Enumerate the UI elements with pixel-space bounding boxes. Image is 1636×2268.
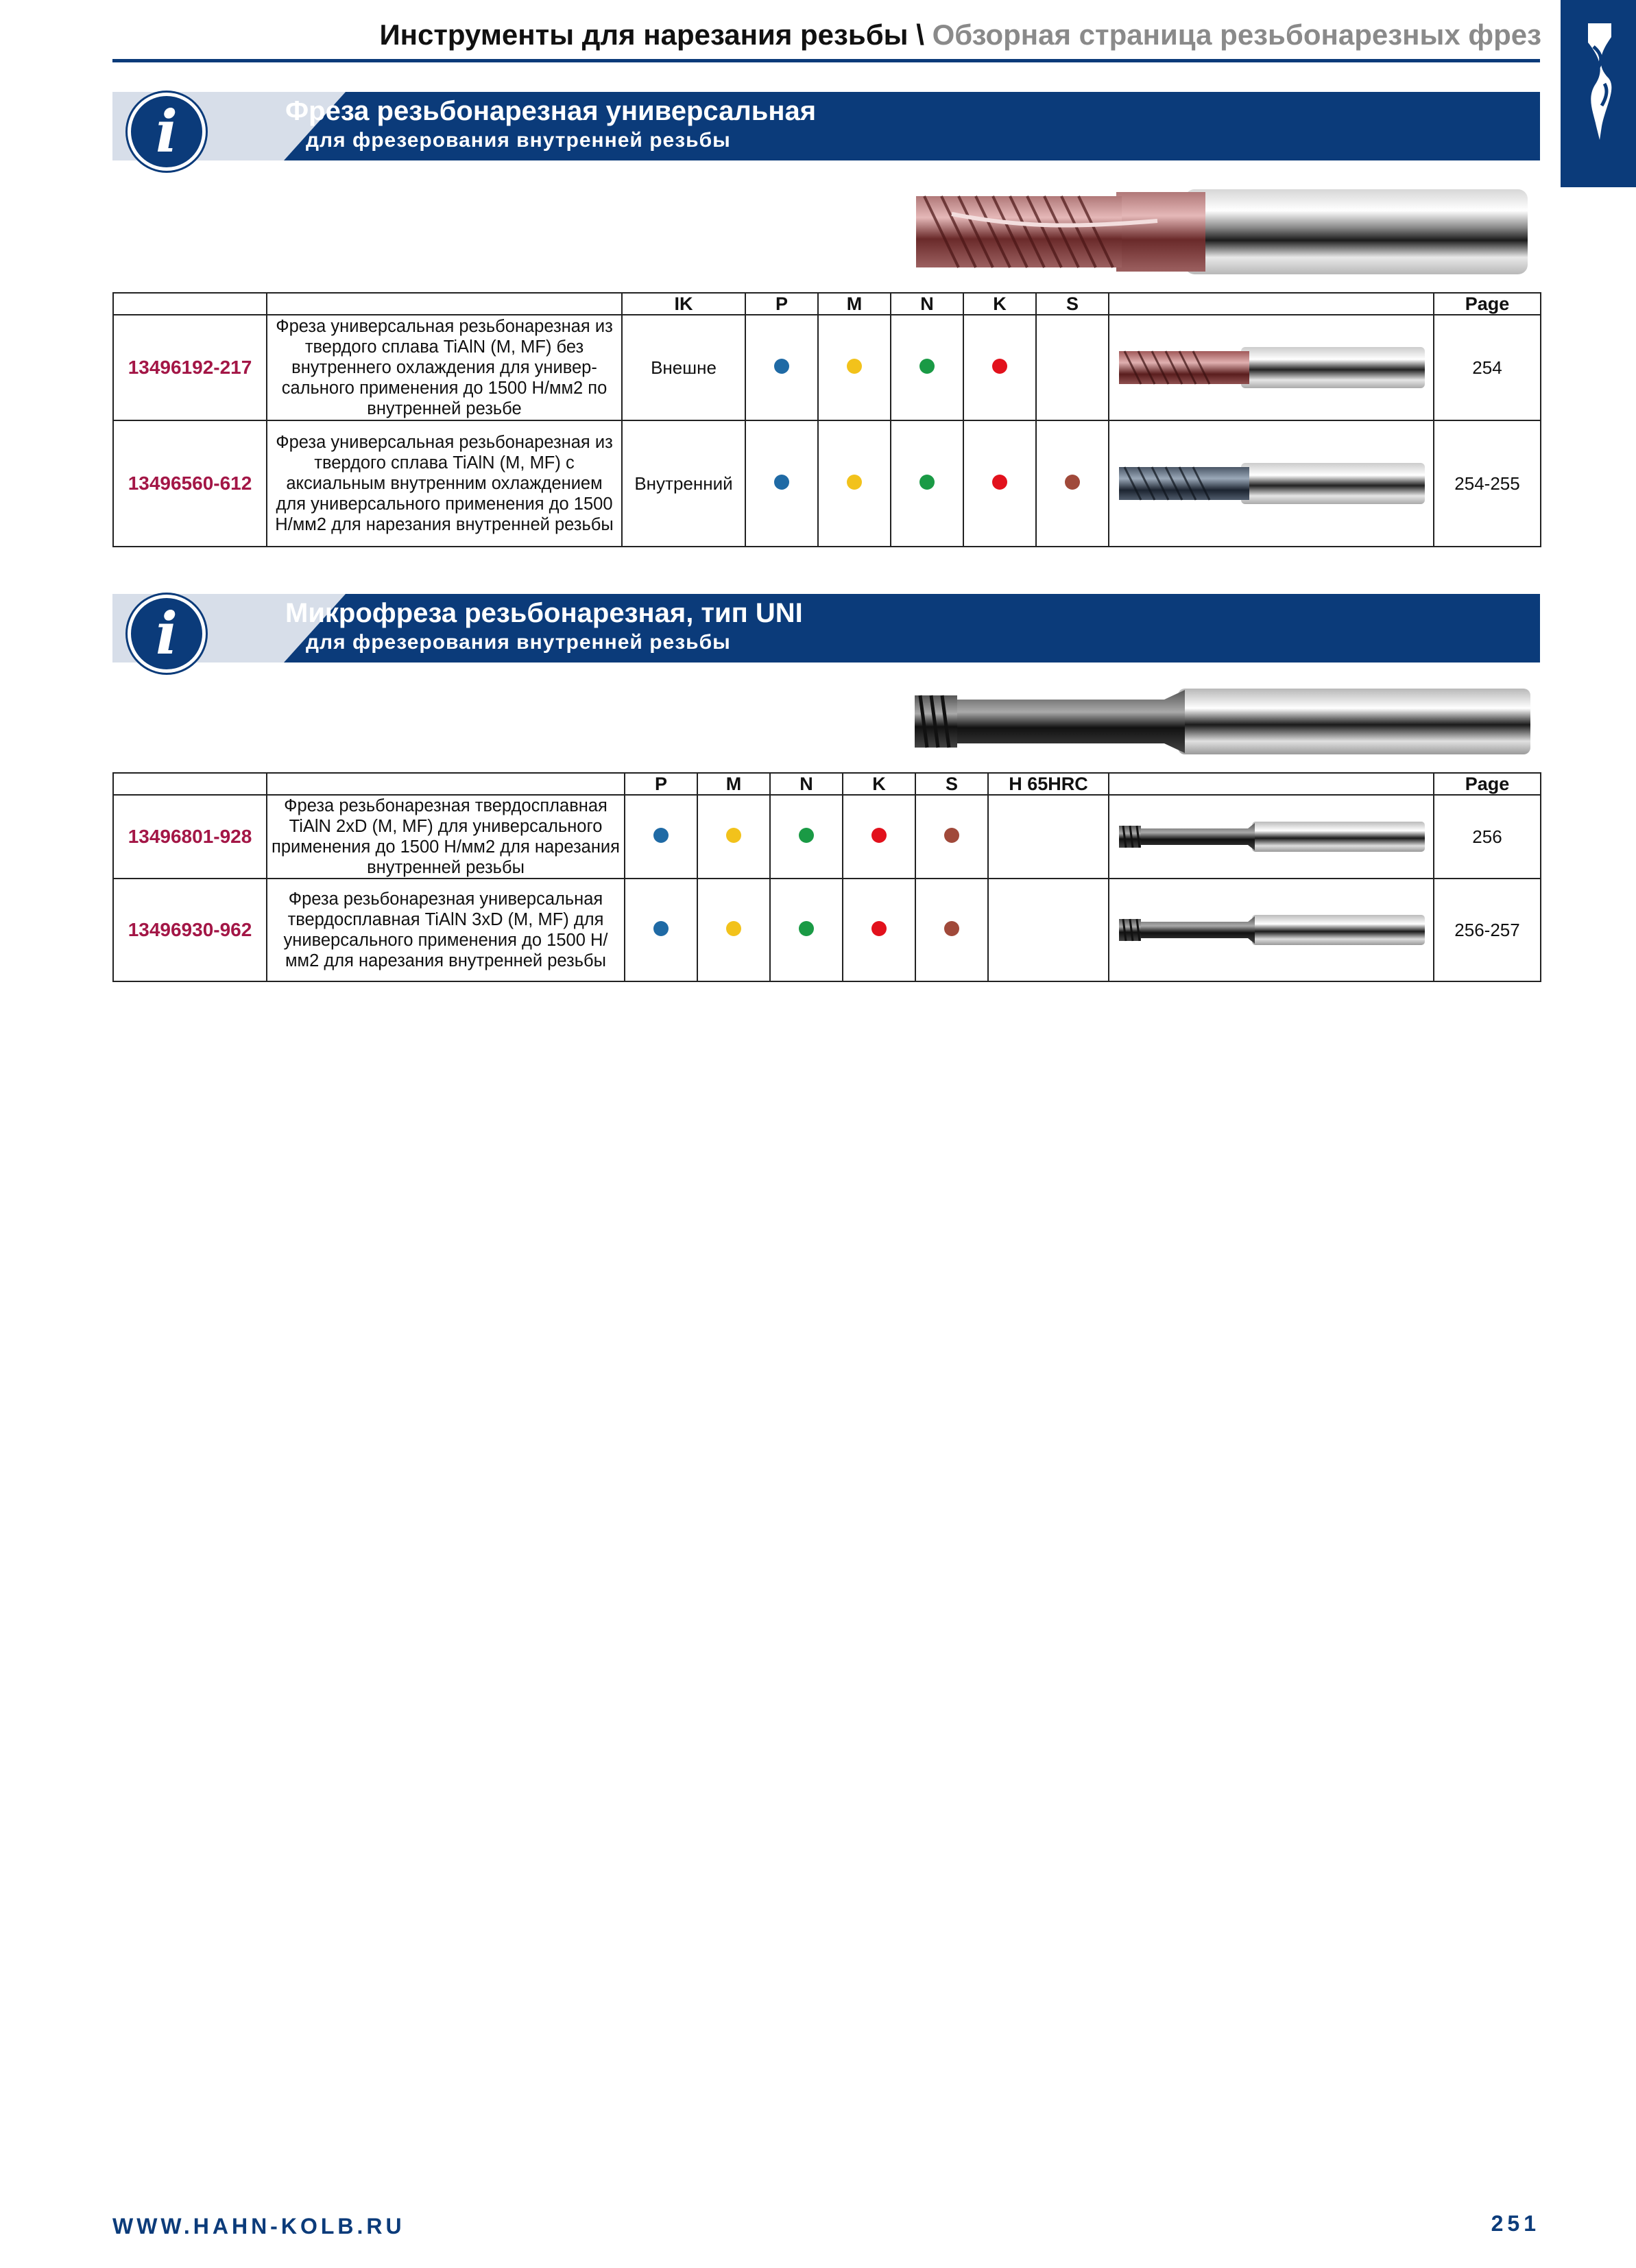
micro-thread-mill-thumbnail (1118, 820, 1426, 853)
info-icon: i (128, 595, 206, 673)
product-description: Фреза универсальная резьбонарезная из твердого сплава TiAlN (M, MF) без внутреннего охлаждения для универсального применения до 1500 Н/мм2 по внутренней резьбе (267, 315, 622, 420)
material-p-dot (774, 359, 789, 374)
page-reference: 254 (1434, 315, 1541, 420)
material-s-dot (944, 921, 959, 936)
header-title-main: Инструменты для нарезания резьбы (379, 19, 909, 51)
info-icon: i (128, 93, 206, 171)
table-header-row (113, 773, 1541, 795)
section-title: Микрофреза резьбонарезная, тип UNI (285, 598, 803, 628)
col-header (113, 773, 267, 795)
col-header-p: P (745, 293, 818, 315)
col-header-n: N (891, 293, 963, 315)
material-k-dot (992, 475, 1007, 490)
col-header-s: S (915, 773, 988, 795)
col-header-ik: IK (622, 293, 745, 315)
header-title-sub: Обзорная страница резьбонарезных фрез (932, 19, 1541, 51)
micro-thread-mill-image (911, 686, 1535, 757)
material-k-dot (871, 828, 887, 843)
col-header-s: S (1036, 293, 1109, 315)
col-header (113, 293, 267, 315)
table-row (113, 315, 1541, 420)
col-header (267, 293, 622, 315)
section-subtitle: для фрезерования внутренней резьбы (306, 129, 731, 152)
coolant-type: Внешне (622, 315, 745, 420)
drill-icon (1581, 23, 1618, 140)
product-table-1 (112, 292, 1541, 547)
footer-url: WWW.HAHN-KOLB.RU (112, 2214, 405, 2239)
page-reference: 254-255 (1434, 420, 1541, 547)
product-description: Фреза универсальная резьбонарезная из твердого сплава TiAlN (M, MF) с аксиальным внутренним охлаждением для универсального применения до 1500 Н/мм2 для нарезания внутренней резьбы (267, 420, 622, 547)
section-banner-2 (112, 594, 1540, 667)
product-table-2 (112, 772, 1541, 982)
col-header-n: N (770, 773, 843, 795)
col-header (1109, 773, 1434, 795)
page-reference: 256-257 (1434, 879, 1541, 981)
col-header (267, 773, 625, 795)
material-k-dot (871, 921, 887, 936)
coolant-type: Внутренний (622, 420, 745, 547)
material-n-dot (919, 475, 935, 490)
material-s-dot (1065, 475, 1080, 490)
article-number: 13496560-612 (113, 420, 267, 547)
col-header-k: K (843, 773, 915, 795)
material-n-dot (799, 828, 814, 843)
material-m-dot (726, 921, 741, 936)
col-header-m: M (697, 773, 770, 795)
material-m-dot (847, 359, 862, 374)
material-n-dot (919, 359, 935, 374)
col-header-m: M (818, 293, 891, 315)
table-header-row (113, 293, 1541, 315)
material-m-dot (847, 475, 862, 490)
product-description: Фреза резьбонарезная универсальная твердосплавная TiAlN 3xD (M, MF) для универсального применения до 1500 Н/мм2 для нарезания внутренней резьбы (267, 879, 625, 981)
header-separator: \ (916, 19, 924, 51)
thread-mill-image (911, 187, 1535, 277)
table-row (113, 795, 1541, 879)
article-number: 13496192-217 (113, 315, 267, 420)
page-reference: 256 (1434, 795, 1541, 879)
table-row (113, 879, 1541, 981)
material-k-dot (992, 359, 1007, 374)
header-rule (112, 59, 1540, 62)
article-number: 13496930-962 (113, 879, 267, 981)
col-header-k: K (963, 293, 1036, 315)
col-header-p: P (625, 773, 697, 795)
section-title: Фреза резьбонарезная универсальная (285, 96, 817, 126)
col-header-page: Page (1434, 773, 1541, 795)
thread-mill-thumbnail (1118, 462, 1426, 505)
page-number: 251 (1491, 2211, 1540, 2236)
table-row (113, 420, 1541, 547)
material-p-dot (653, 921, 669, 936)
col-header-h65hrc: H 65HRC (988, 773, 1109, 795)
section-banner-1 (112, 92, 1540, 165)
material-s-dot (944, 828, 959, 843)
material-n-dot (799, 921, 814, 936)
section-subtitle: для фрезерования внутренней резьбы (306, 631, 731, 654)
micro-thread-mill-thumbnail (1118, 914, 1426, 946)
col-header-page: Page (1434, 293, 1541, 315)
material-m-dot (726, 828, 741, 843)
article-number: 13496801-928 (113, 795, 267, 879)
material-p-dot (653, 828, 669, 843)
thread-mill-thumbnail (1118, 346, 1426, 390)
page-header-title (110, 15, 1541, 55)
product-description: Фреза резьбонарезная твердосплавная TiAlN 2xD (M, MF) для универсального применения до 1500 Н/мм2 для нарезания внутренней резьбы (267, 795, 625, 879)
col-header (1109, 293, 1434, 315)
material-p-dot (774, 475, 789, 490)
